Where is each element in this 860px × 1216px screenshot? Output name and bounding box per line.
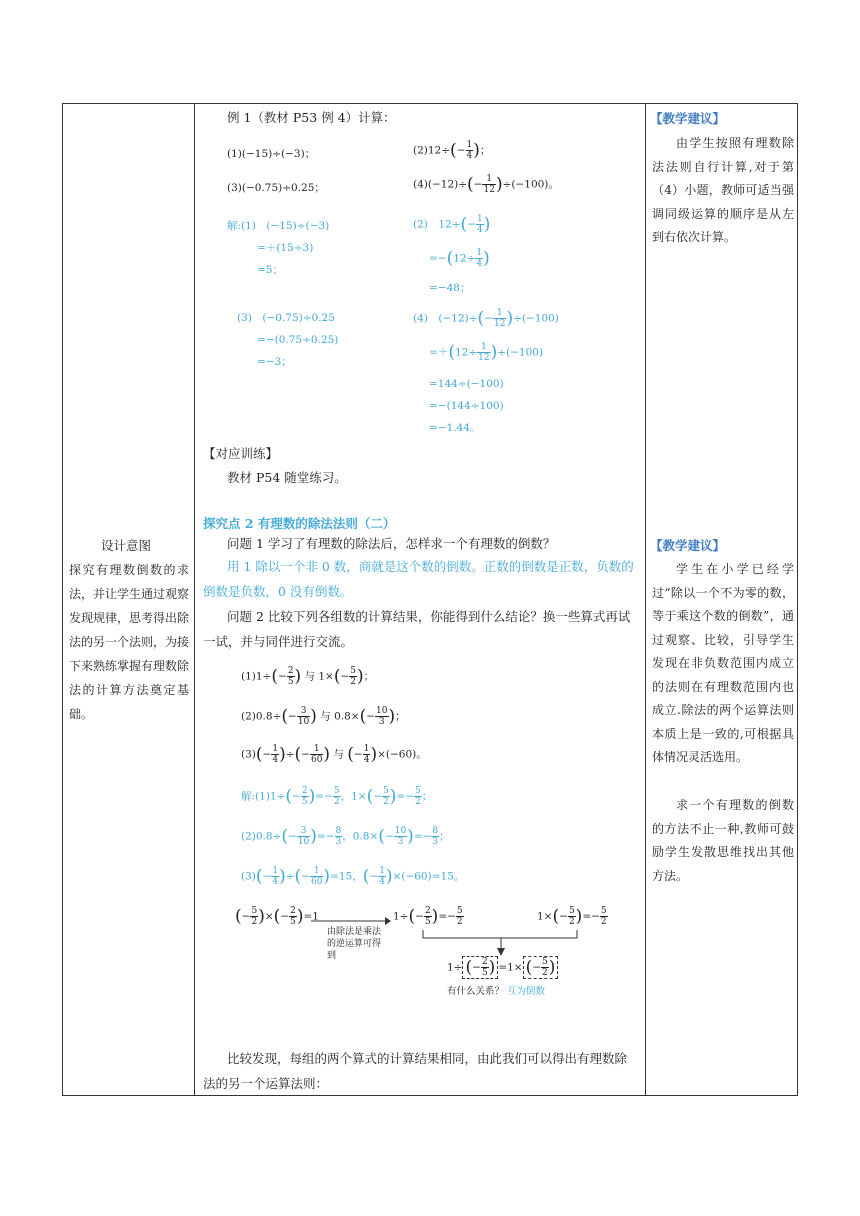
comparison-3: (3)(− $\frac{1}{4}$ )÷(− $\frac{1}{60}$ ) 与 (− $\frac{1}{4}$ )×(−60)。 bbox=[241, 744, 427, 765]
suggestion-2-body-1: 学生在小学已经学过“除以一个不为零的数，等于乘这个数的倒数”，通过观察、比较，引导学生发现在非负数范围内成立的法则在有理数范围内也成立.除法的两个运算法则本质上是一致的,可根据具体情况灵活选用。 bbox=[652, 562, 794, 764]
training-heading: 【对应训练】 bbox=[203, 446, 279, 461]
solution-4-line-d: =−(144÷100) bbox=[429, 400, 504, 412]
question-1: 问题 1 学习了有理数的除法后，怎样求一个有理数的倒数？ bbox=[227, 536, 556, 551]
example-heading: 例 1（教材 P53 例 4）计算： bbox=[227, 110, 396, 125]
problem-4: (4)(−12)÷(− $\frac{1}{12}$ )÷(−100)。 bbox=[413, 174, 559, 195]
solution-2-line-c: =−48； bbox=[429, 282, 471, 294]
problem-2: (2)12÷(− $\frac{1}{4}$ )； bbox=[413, 140, 491, 161]
solution-2-line-b: =−(12÷ $\frac{1}{4}$ ) bbox=[429, 248, 490, 269]
solution-4-line-a: (4) (−12)÷(− $\frac{1}{12}$ )÷(−100) bbox=[413, 308, 559, 329]
solution-compare-3: (3)(− $\frac{1}{4}$ )÷(− $\frac{1}{60}$ )=15，(− $\frac{1}{4}$ )×(−60)=15。 bbox=[241, 866, 465, 887]
diagram-question: 有什么关系？ 互为倒数 bbox=[447, 986, 546, 997]
solution-3-line-c: =−3； bbox=[257, 356, 292, 368]
design-intent-body: 探究有理数倒数的求法，并让学生通过观察发现规律，思考得出除法的另一个法则，为接下来熟练掌握有理数除法的计算方法奠定基础。 bbox=[69, 563, 190, 721]
problem-1: (1)(−15)÷(−3)； bbox=[227, 148, 316, 160]
solution-4-line-b: =＋(12÷ $\frac{1}{12}$ )÷(−100) bbox=[429, 342, 544, 363]
comparison-1: (1)1÷(− $\frac{2}{5}$ ) 与 1×(− $\frac{5}{2}$ )； bbox=[241, 666, 375, 687]
reciprocal-diagram bbox=[235, 900, 635, 1000]
suggestion-2-title: 【教学建议】 bbox=[650, 538, 726, 553]
solution-compare-2: (2)0.8÷(− $\frac{3}{10}$ )=− $\frac{8}{3}$ ，0.8×(− $\frac{10}{3}$ )=− $\frac{8}{3}$ ； bbox=[241, 826, 450, 847]
solution-4-line-e: =−1.44。 bbox=[429, 422, 481, 434]
solution-3-line-b: =−(0.75÷0.25) bbox=[257, 334, 339, 346]
solution-1-line-b: =＋(15÷3) bbox=[257, 242, 314, 254]
diagram-left-expr: (− $\frac{5}{2}$ )×(− $\frac{2}{5}$ )=1 bbox=[235, 906, 319, 927]
suggestion-1-title: 【教学建议】 bbox=[650, 111, 726, 126]
solution-1-line-a: 解:(1) (−15)÷(−3) bbox=[227, 220, 330, 232]
comparison-2: (2)0.8÷(− $\frac{3}{10}$ ) 与 0.8×(− $\frac{10}{3}$ )； bbox=[241, 706, 406, 727]
conclusion: 比较发现，每组的两个算式的计算结果相同，由此我们可以得出有理数除法的另一个运算法则： bbox=[203, 1051, 628, 1091]
design-intent-column bbox=[63, 104, 194, 1095]
teaching-suggestion-column bbox=[646, 104, 799, 1095]
suggestion-1-body: 由学生按照有理数除法法则自行计算,对于第（4）小题，教师可适当强调同级运算的顺序是从左到右依次计算。 bbox=[652, 136, 794, 244]
question-2: 问题 2 比较下列各组数的计算结果，你能得到什么结论？换一些算式再试一试，并与同伴进行交流。 bbox=[203, 609, 631, 649]
diagram-boxed-expr: 1÷ (− $\frac{2}{5}$ ) =1× (− $\frac{5}{2}$ ) bbox=[447, 956, 558, 979]
diagram-bracket bbox=[421, 930, 581, 956]
main-content-column bbox=[195, 104, 645, 1095]
diagram-middle-expr: 1÷(− $\frac{2}{5}$ )=− $\frac{5}{2}$ bbox=[393, 906, 463, 927]
lesson-table bbox=[62, 103, 798, 1096]
training-body: 教材 P54 随堂练习。 bbox=[227, 470, 347, 485]
solution-4-line-c: =144÷(−100) bbox=[429, 378, 504, 390]
solution-3-line-a: (3) (−0.75)÷0.25 bbox=[237, 312, 335, 324]
diagram-right-expr: 1×(− $\frac{5}{2}$ )=− $\frac{5}{2}$ bbox=[537, 906, 607, 927]
answer-1: 用 1 除以一个非 0 数，商就是这个数的倒数。正数的倒数是正数，负数的倒数是负数，0 没有倒数。 bbox=[203, 559, 634, 599]
solution-compare-1: 解:(1)1÷(− $\frac{2}{5}$ )=− $\frac{5}{2}$ ，1×(− $\frac{5}{2}$ )=− $\frac{5}{2}$ ； bbox=[241, 786, 433, 807]
design-intent-title: 设计意图 bbox=[101, 538, 152, 553]
solution-2-line-a: (2) 12÷(− $\frac{1}{4}$ ) bbox=[413, 214, 491, 235]
diagram-note: 由除法是乘法的逆运算可得到 bbox=[327, 927, 382, 961]
section-heading: 探究点 2 有理数的除法法则（二） bbox=[203, 516, 396, 531]
solution-1-line-c: =5； bbox=[257, 264, 283, 276]
diagram-arrow-1 bbox=[311, 916, 391, 926]
problem-3: (3)(−0.75)÷0.25； bbox=[227, 182, 325, 194]
suggestion-2-body-2: 求一个有理数的倒数的方法不止一种,教师可鼓励学生发散思维找出其他方法。 bbox=[652, 798, 794, 883]
